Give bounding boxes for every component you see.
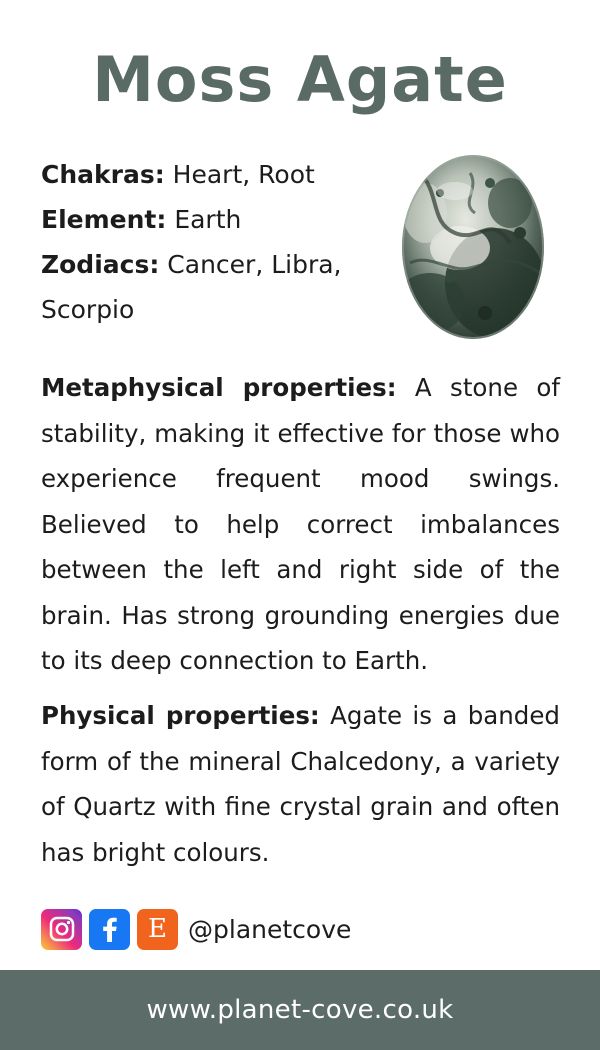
- footer-bar: [0, 970, 600, 1050]
- chakras-label: Chakras:: [41, 160, 165, 189]
- physical-label: Physical properties:: [41, 701, 320, 730]
- stone-facts: [41, 152, 371, 332]
- instagram-icon[interactable]: [41, 909, 82, 950]
- physical-properties-paragraph: [41, 693, 560, 875]
- physical-text: Agate is a banded form of the mineral Chalcedony, a variety of Quartz with fine crystal grain and often has bright colours.: [41, 701, 560, 867]
- element-row: [41, 197, 371, 242]
- facebook-icon[interactable]: [89, 909, 130, 950]
- chakras-value: Heart, Root: [172, 160, 315, 189]
- page-title: Moss Agate: [92, 43, 508, 116]
- zodiacs-row: [41, 242, 371, 332]
- moss-agate-stone-image: [400, 153, 546, 341]
- facebook-glyph: [95, 914, 125, 944]
- element-value: Earth: [174, 205, 242, 234]
- chakras-row: [41, 152, 371, 197]
- etsy-icon[interactable]: E: [137, 909, 178, 950]
- metaphysical-properties-paragraph: [41, 365, 560, 684]
- social-handle[interactable]: @planetcove: [188, 914, 352, 944]
- metaphysical-text: A stone of stability, making it effective for those who experience frequent mood swings. Believed to help correct imbalances between the left and right side of the brain. Has strong grounding energies due to its deep connection to Earth.: [41, 373, 560, 675]
- social-links: [41, 907, 351, 951]
- zodiacs-label: Zodiacs:: [41, 250, 160, 279]
- metaphysical-label: Metaphysical properties:: [41, 373, 397, 402]
- website-url-link[interactable]: www.planet-cove.co.uk: [146, 995, 454, 1025]
- zodiacs-value: Cancer, Libra, Scorpio: [41, 250, 342, 324]
- element-label: Element:: [41, 205, 167, 234]
- instagram-glyph: [47, 914, 77, 944]
